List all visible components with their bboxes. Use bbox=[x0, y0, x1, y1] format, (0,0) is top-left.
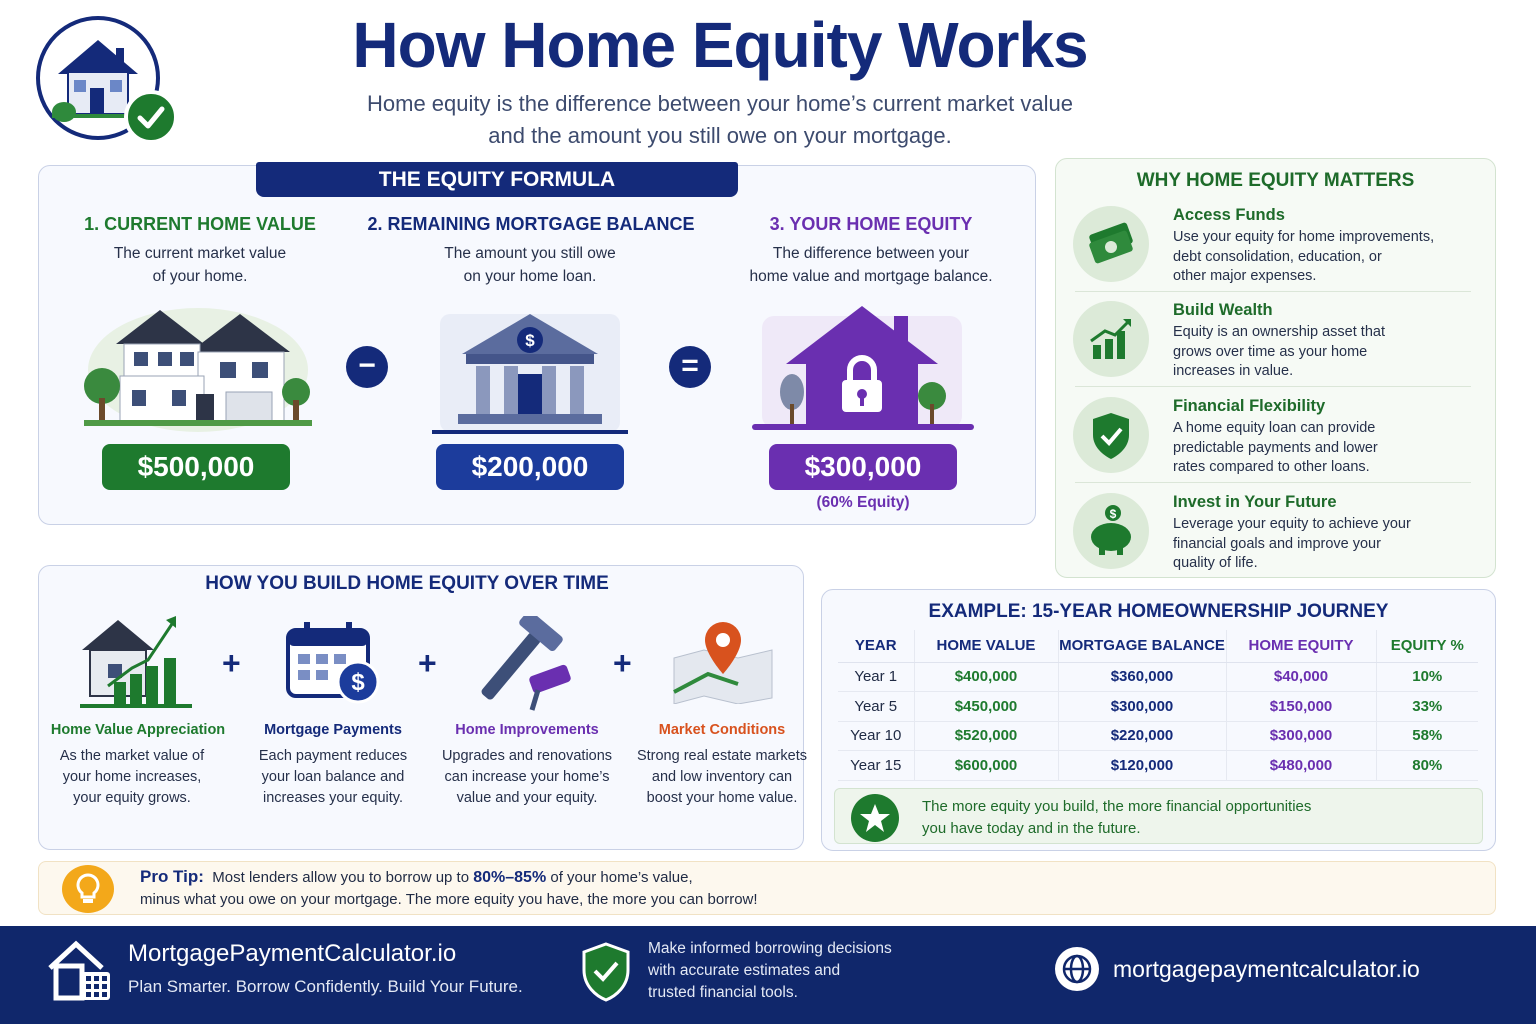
table-row bbox=[838, 721, 1478, 751]
pro-tip-text: Pro Tip: Most lenders allow you to borrow up to 80%–85% of your home’s value, minus what you owe on your mortgage. The more equity you have, the more you can borrow! bbox=[140, 867, 758, 908]
check-badge-icon bbox=[124, 90, 178, 144]
why-item-text: Use your equity for home improvements, debt consolidation, education, or other major expenses. bbox=[1173, 229, 1435, 284]
footer-brand: MortgagePaymentCalculator.io bbox=[128, 940, 457, 967]
table-cell: Year 10 bbox=[838, 721, 914, 751]
page-title: How Home Equity Works bbox=[352, 9, 1088, 81]
why-item-heading: Invest in Your Future bbox=[1173, 493, 1337, 511]
plus-icon: + bbox=[222, 645, 241, 681]
table-cell: $300,000 bbox=[1058, 692, 1226, 722]
table-header-row bbox=[838, 630, 1478, 662]
why-item-text: A home equity loan can provide predictable payments and lower rates compared to other loans. bbox=[1173, 420, 1378, 475]
column-header: MORTGAGE BALANCE bbox=[1058, 630, 1226, 662]
table-cell: 33% bbox=[1376, 692, 1478, 722]
home-value-amount: $500,000 bbox=[102, 444, 290, 490]
why-item-text: Equity is an ownership asset that grows over time as your home increases in value. bbox=[1173, 324, 1385, 379]
map-pin-icon bbox=[668, 618, 778, 704]
lightbulb-icon bbox=[62, 865, 114, 913]
table-cell: $600,000 bbox=[914, 751, 1058, 781]
footer-message: Make informed borrowing decisions with accurate estimates and trusted financial tools. bbox=[648, 940, 892, 1001]
build-item-text: Upgrades and renovations can increase your home’s value and your equity. bbox=[441, 748, 613, 806]
home-value-desc: The current market value of your home. bbox=[113, 245, 287, 285]
build-item-text: Strong real estate markets and low inventory can boost your home value. bbox=[636, 748, 808, 806]
svg-text:$: $ bbox=[351, 669, 365, 696]
table-cell: $120,000 bbox=[1058, 751, 1226, 781]
star-icon bbox=[851, 794, 899, 842]
table-row bbox=[838, 662, 1478, 692]
home-equity-heading: 3. YOUR HOME EQUITY bbox=[769, 214, 973, 234]
table-cell: $520,000 bbox=[914, 721, 1058, 751]
hammer-roller-icon bbox=[474, 616, 578, 716]
table-cell: Year 1 bbox=[838, 662, 914, 692]
calendar-payment-icon bbox=[284, 620, 380, 706]
svg-text:$: $ bbox=[525, 331, 535, 350]
why-item-text: Leverage your equity to achieve your financial goals and improve your quality of life. bbox=[1173, 516, 1411, 571]
table-cell: $300,000 bbox=[1226, 721, 1376, 751]
house-illustration-icon bbox=[80, 300, 316, 436]
column-header: YEAR bbox=[838, 630, 914, 662]
footer-website-link[interactable]: mortgagepaymentcalculator.io bbox=[1113, 956, 1420, 982]
why-item-heading: Financial Flexibility bbox=[1173, 397, 1326, 415]
shield-check-icon bbox=[1073, 397, 1149, 473]
equity-percent-note: (60% Equity) bbox=[816, 494, 910, 511]
example-title: EXAMPLE: 15-YEAR HOMEOWNERSHIP JOURNEY bbox=[928, 601, 1389, 622]
divider bbox=[1075, 482, 1471, 483]
locked-house-icon bbox=[752, 300, 974, 436]
build-title: HOW YOU BUILD HOME EQUITY OVER TIME bbox=[205, 573, 609, 594]
table-cell: $220,000 bbox=[1058, 721, 1226, 751]
table-cell: Year 15 bbox=[838, 751, 914, 781]
table-cell: $150,000 bbox=[1226, 692, 1376, 722]
shield-check-icon bbox=[578, 940, 634, 1002]
table-cell: $360,000 bbox=[1058, 662, 1226, 692]
page-subtitle: Home equity is the difference between your home’s current market value and the amount you still owe on your mortgage. bbox=[367, 91, 1073, 148]
table-cell: $400,000 bbox=[914, 662, 1058, 692]
home-value-heading: 1. CURRENT HOME VALUE bbox=[84, 214, 316, 234]
column-header: HOME EQUITY bbox=[1226, 630, 1376, 662]
table-cell: $40,000 bbox=[1226, 662, 1376, 692]
minus-icon: − bbox=[346, 346, 388, 388]
table-cell: 80% bbox=[1376, 751, 1478, 781]
build-item-heading: Market Conditions bbox=[658, 722, 786, 738]
why-item-heading: Access Funds bbox=[1173, 206, 1285, 224]
table-cell: $480,000 bbox=[1226, 751, 1376, 781]
table-cell: $450,000 bbox=[914, 692, 1058, 722]
plus-icon: + bbox=[418, 645, 437, 681]
column-header: HOME VALUE bbox=[914, 630, 1058, 662]
why-item-heading: Build Wealth bbox=[1173, 301, 1273, 319]
build-item-heading: Mortgage Payments bbox=[264, 722, 402, 738]
globe-icon bbox=[1054, 946, 1100, 992]
plus-icon: + bbox=[613, 645, 632, 681]
home-equity-desc: The difference between your home value and mortgage balance. bbox=[749, 245, 993, 285]
home-appreciation-icon bbox=[78, 612, 194, 710]
mortgage-balance-heading: 2. REMAINING MORTGAGE BALANCE bbox=[367, 214, 695, 234]
table-row bbox=[838, 692, 1478, 722]
footer-tagline: Plan Smarter. Borrow Confidently. Build Your Future. bbox=[128, 977, 523, 996]
example-note-text: The more equity you build, the more financial opportunities you have today and in the future. bbox=[922, 798, 1312, 837]
divider bbox=[1075, 386, 1471, 387]
table-cell: 58% bbox=[1376, 721, 1478, 751]
build-item-heading: Home Improvements bbox=[455, 722, 599, 738]
why-title: WHY HOME EQUITY MATTERS bbox=[1136, 170, 1415, 191]
table-cell: 10% bbox=[1376, 662, 1478, 692]
column-header: EQUITY % bbox=[1376, 630, 1478, 662]
build-item-text: As the market value of your home increases, your equity grows. bbox=[59, 748, 205, 806]
build-item-text: Each payment reduces your loan balance and increases your equity. bbox=[258, 748, 408, 806]
equals-icon: = bbox=[669, 346, 711, 388]
mortgage-balance-amount: $200,000 bbox=[436, 444, 624, 490]
piggy-bank-icon bbox=[1073, 493, 1149, 569]
build-item-heading: Home Value Appreciation bbox=[50, 722, 226, 738]
money-stack-icon bbox=[1073, 206, 1149, 282]
mortgage-balance-desc: The amount you still owe on your home loan. bbox=[444, 245, 616, 285]
divider bbox=[1075, 291, 1471, 292]
house-calculator-icon bbox=[46, 938, 114, 1002]
table-cell: Year 5 bbox=[838, 692, 914, 722]
svg-text:$: $ bbox=[1109, 507, 1117, 521]
formula-tab-label: THE EQUITY FORMULA bbox=[256, 162, 738, 197]
home-equity-amount: $300,000 bbox=[769, 444, 957, 490]
growth-chart-icon bbox=[1073, 301, 1149, 377]
equity-journey-table bbox=[838, 630, 1478, 781]
bank-building-icon bbox=[432, 304, 628, 436]
table-row bbox=[838, 751, 1478, 781]
